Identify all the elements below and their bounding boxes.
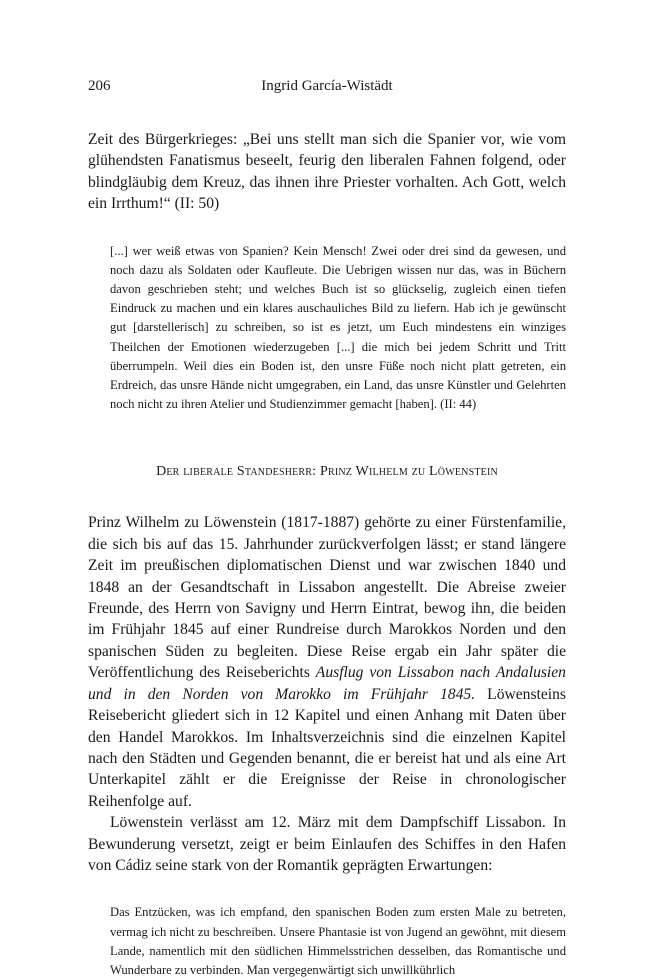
section-heading: Der liberale Standesherr: Prinz Wilhelm zu Löwenstein	[156, 464, 498, 480]
page-number: 206	[88, 78, 111, 94]
second-paragraph: Löwenstein verlässt am 12. März mit dem Dampfschiff Lissabon. In Bewunderung versetzt, zeigt er beim Einlaufen des Schiffes in den Hafen von Cádiz seine stark von der Romantik geprägten Erwartungen:	[88, 814, 566, 874]
running-head: Ingrid García-Wistädt	[261, 78, 393, 94]
main-paragraph	[88, 512, 566, 812]
page-header	[88, 78, 566, 102]
book-page	[88, 78, 566, 980]
intro-paragraph: Zeit des Bürgerkrieges: „Bei uns stellt man sich die Spanier vor, wie vom glühendsten Fanatismus beseelt, feurig den liberalen Fahnen folgend, oder blindgläubig dem Kreuz, das ihnen ihre Priester vorhalten. Ach Gott, welch ein Irrthum!“ (II: 50)	[88, 131, 566, 213]
block-quote-1: [...] wer weiß etwas von Spanien? Kein Mensch! Zwei oder drei sind da gewesen, und noch dazu als Soldaten oder Kaufleute. Die Uebrigen wissen nur das, was in Büchern davon geschrieben steht; und welches Buch ist so glückselig, zugleich einen tiefen Eindruck zu machen und ein klares auschauliches Bild zu liefern. Hab ich je gewünscht gut [darstellerisch] zu schreiben, so ist es jetzt, um Euch mindestens ein winziges Theilchen der Emotionen wiederzugeben [...] die mich bei jedem Schritt und Tritt überrumpeln. Weil dies ein Boden ist, den unsre Füße noch nicht platt getreten, ein Erdreich, das unsre Hände nicht umgegraben, ein Land, das unsre Künstler und Gelehrten noch nicht zu ihren Atelier und Studienzimmer gemacht [haben]. (II: 44)	[110, 243, 566, 412]
block-quote-2: Das Entzücken, was ich empfand, den spanischen Boden zum ersten Male zu betreten, vermag ich nicht zu beschreiben. Unsere Phantasie ist von Jugend an gewöhnt, mit diesem Lande, namentlich mit den südlichen Himmelsstrichen desselben, das Romantische und Wunderbare zu verbinden. Man vergegenwärtigt sich unwillkührlich	[110, 905, 566, 977]
book-title: Ausflug von Lissabon nach Andalusien und in den Norden von Marokko im Frühjahr 1845.	[88, 664, 566, 703]
main-paragraph-text-1: Prinz Wilhelm zu Löwenstein (1817-1887) gehörte zu einer Fürstenfamilie, die sich bis auf das 15. Jahrhunder zurückverfolgen lässt; er stand längere Zeit im preußischen diplomatischen Dienst und war zwischen 1840 und 1848 an der Gesandtschaft in Lissabon angestellt. Die Abreise zweier Freunde, des Herrn von Savigny und Herrn Eintrat, bewog ihn, die beiden im Frühjahr 1845 auf einer Rundreise durch Marokkos Norden und den spanischen Süden zu begleiten. Diese Reise ergab ein Jahr später die Veröffentlichung des Reiseberichts	[88, 514, 566, 682]
main-paragraph-text-2: Löwensteins Reisebericht gliedert sich in 12 Kapitel und einen Anhang mit Daten über den Handel Marokkos. Im Inhaltsverzeichnis sind die einzelnen Kapitel nach den Städten und Gegenden benannt, die er bereist hat und als eine Art Unterkapitel zählt er die Ereignisse der Reise in chronologischer Reihenfolge auf.	[88, 685, 566, 810]
